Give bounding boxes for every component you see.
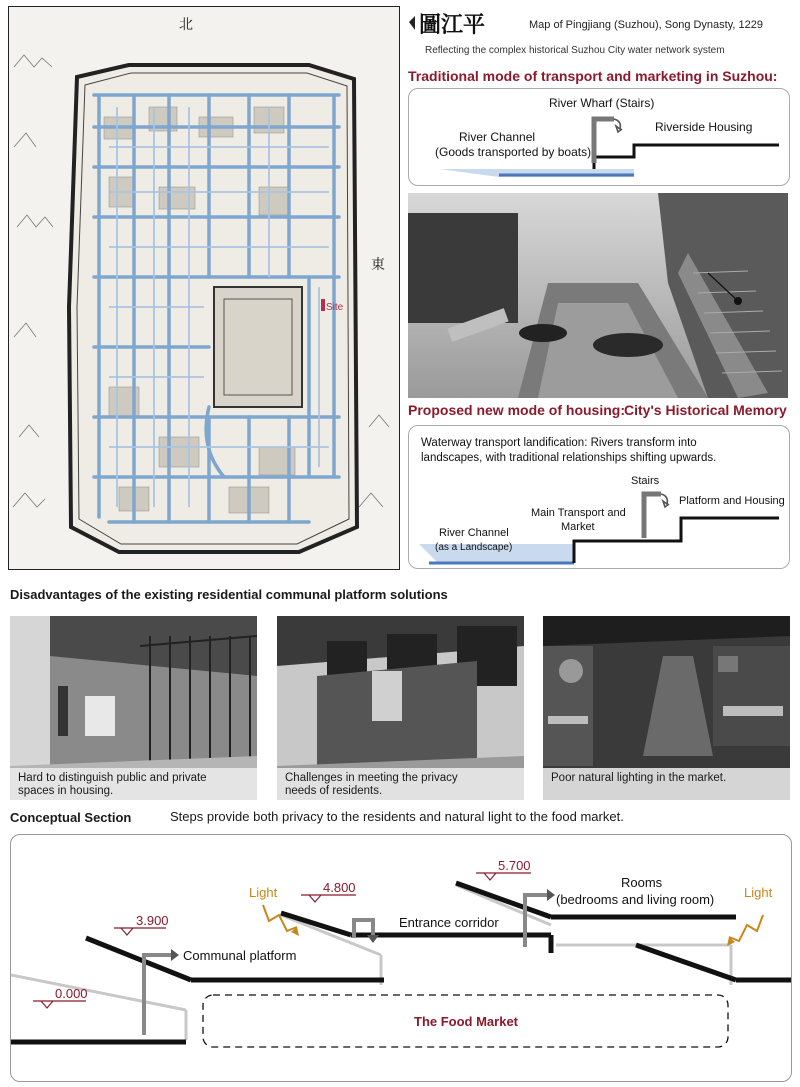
communal-platform-label: Communal platform (183, 948, 297, 963)
caption-lighting: Poor natural lighting in the market. (543, 768, 790, 800)
conceptual-section-panel (10, 834, 792, 1082)
section-underside (11, 885, 731, 1040)
photo-dark-market (543, 616, 790, 800)
map-north-label: 北 (179, 16, 193, 32)
map-title-cn: 圖江平 (419, 12, 486, 37)
traditional-diagram (409, 89, 789, 185)
traditional-heading: Traditional mode of transport and marketing in Suzhou: (408, 68, 778, 84)
conceptual-heading: Conceptual Section (10, 810, 132, 825)
photo-housing-platform (10, 616, 257, 800)
stairs-label: Stairs (631, 475, 660, 487)
caption-housing: Hard to distinguish public and private spaces in housing. (10, 768, 257, 800)
map-subcaption: Reflecting the complex historical Suzhou City water network system (425, 45, 725, 56)
landscape-label-1: River Channel (439, 527, 509, 539)
level-1-label: 3.900 (136, 913, 169, 928)
proposed-diagram (409, 426, 789, 568)
map-caption: Map of Pingjiang (Suzhou), Song Dynasty, 1229 (529, 19, 763, 31)
photo-privacy-wall (277, 616, 524, 800)
light-label-right: Light (744, 885, 773, 900)
main-transport-label-1: Main Transport and (531, 507, 626, 519)
stairs-arrow (644, 494, 661, 538)
caption-privacy: Challenges in meeting the privacy needs of residents. (277, 768, 524, 800)
disadvantages-heading: Disadvantages of the existing residential communal platform solutions (10, 587, 448, 602)
historical-memory-label: City's Historical Memory (624, 402, 787, 418)
proposed-desc-2: landscapes, with traditional relationships shifting upwards. (421, 452, 717, 464)
proposed-steps (574, 518, 779, 563)
level-2-label: 4.800 (323, 880, 356, 895)
canal-photo (408, 193, 788, 398)
level-3-label: 5.700 (498, 858, 531, 873)
site-marker (321, 299, 325, 311)
riverside-steps (594, 145, 779, 169)
level-0-label: 0.000 (55, 986, 88, 1001)
traditional-diagram-panel (408, 88, 790, 186)
map-drawing (9, 7, 399, 569)
proposed-desc-1: Waterway transport landification: Rivers transform into (421, 437, 697, 449)
conceptual-section-drawing (11, 835, 791, 1081)
channel-label-2: (Goods transported by boats) (435, 145, 592, 159)
rooms-label-2: (bedrooms and living room) (556, 892, 715, 907)
proposed-heading: Proposed new mode of housing: (408, 402, 625, 418)
landscape-label-2: (as a Landscape) (435, 542, 513, 553)
main-transport-label-2: Market (561, 521, 595, 533)
rooms-label-1: Rooms (621, 875, 663, 890)
site-label: Site (326, 302, 344, 313)
map-header (405, 6, 795, 66)
historical-map (8, 6, 400, 570)
back-arrow-icon (409, 16, 415, 30)
light-label-left: Light (249, 885, 278, 900)
food-market-label: The Food Market (414, 1014, 519, 1029)
map-east-label: 東 (371, 256, 385, 272)
entrance-corridor-label: Entrance corridor (399, 915, 499, 930)
housing-label: Riverside Housing (655, 120, 753, 134)
channel-label-1: River Channel (459, 130, 536, 144)
proposed-diagram-panel (408, 425, 790, 569)
conceptual-subtitle: Steps provide both privacy to the residents and natural light to the food market. (170, 809, 624, 824)
inner-palace (214, 287, 302, 407)
wharf-label: River Wharf (Stairs) (549, 96, 655, 110)
platform-label: Platform and Housing (679, 495, 785, 507)
